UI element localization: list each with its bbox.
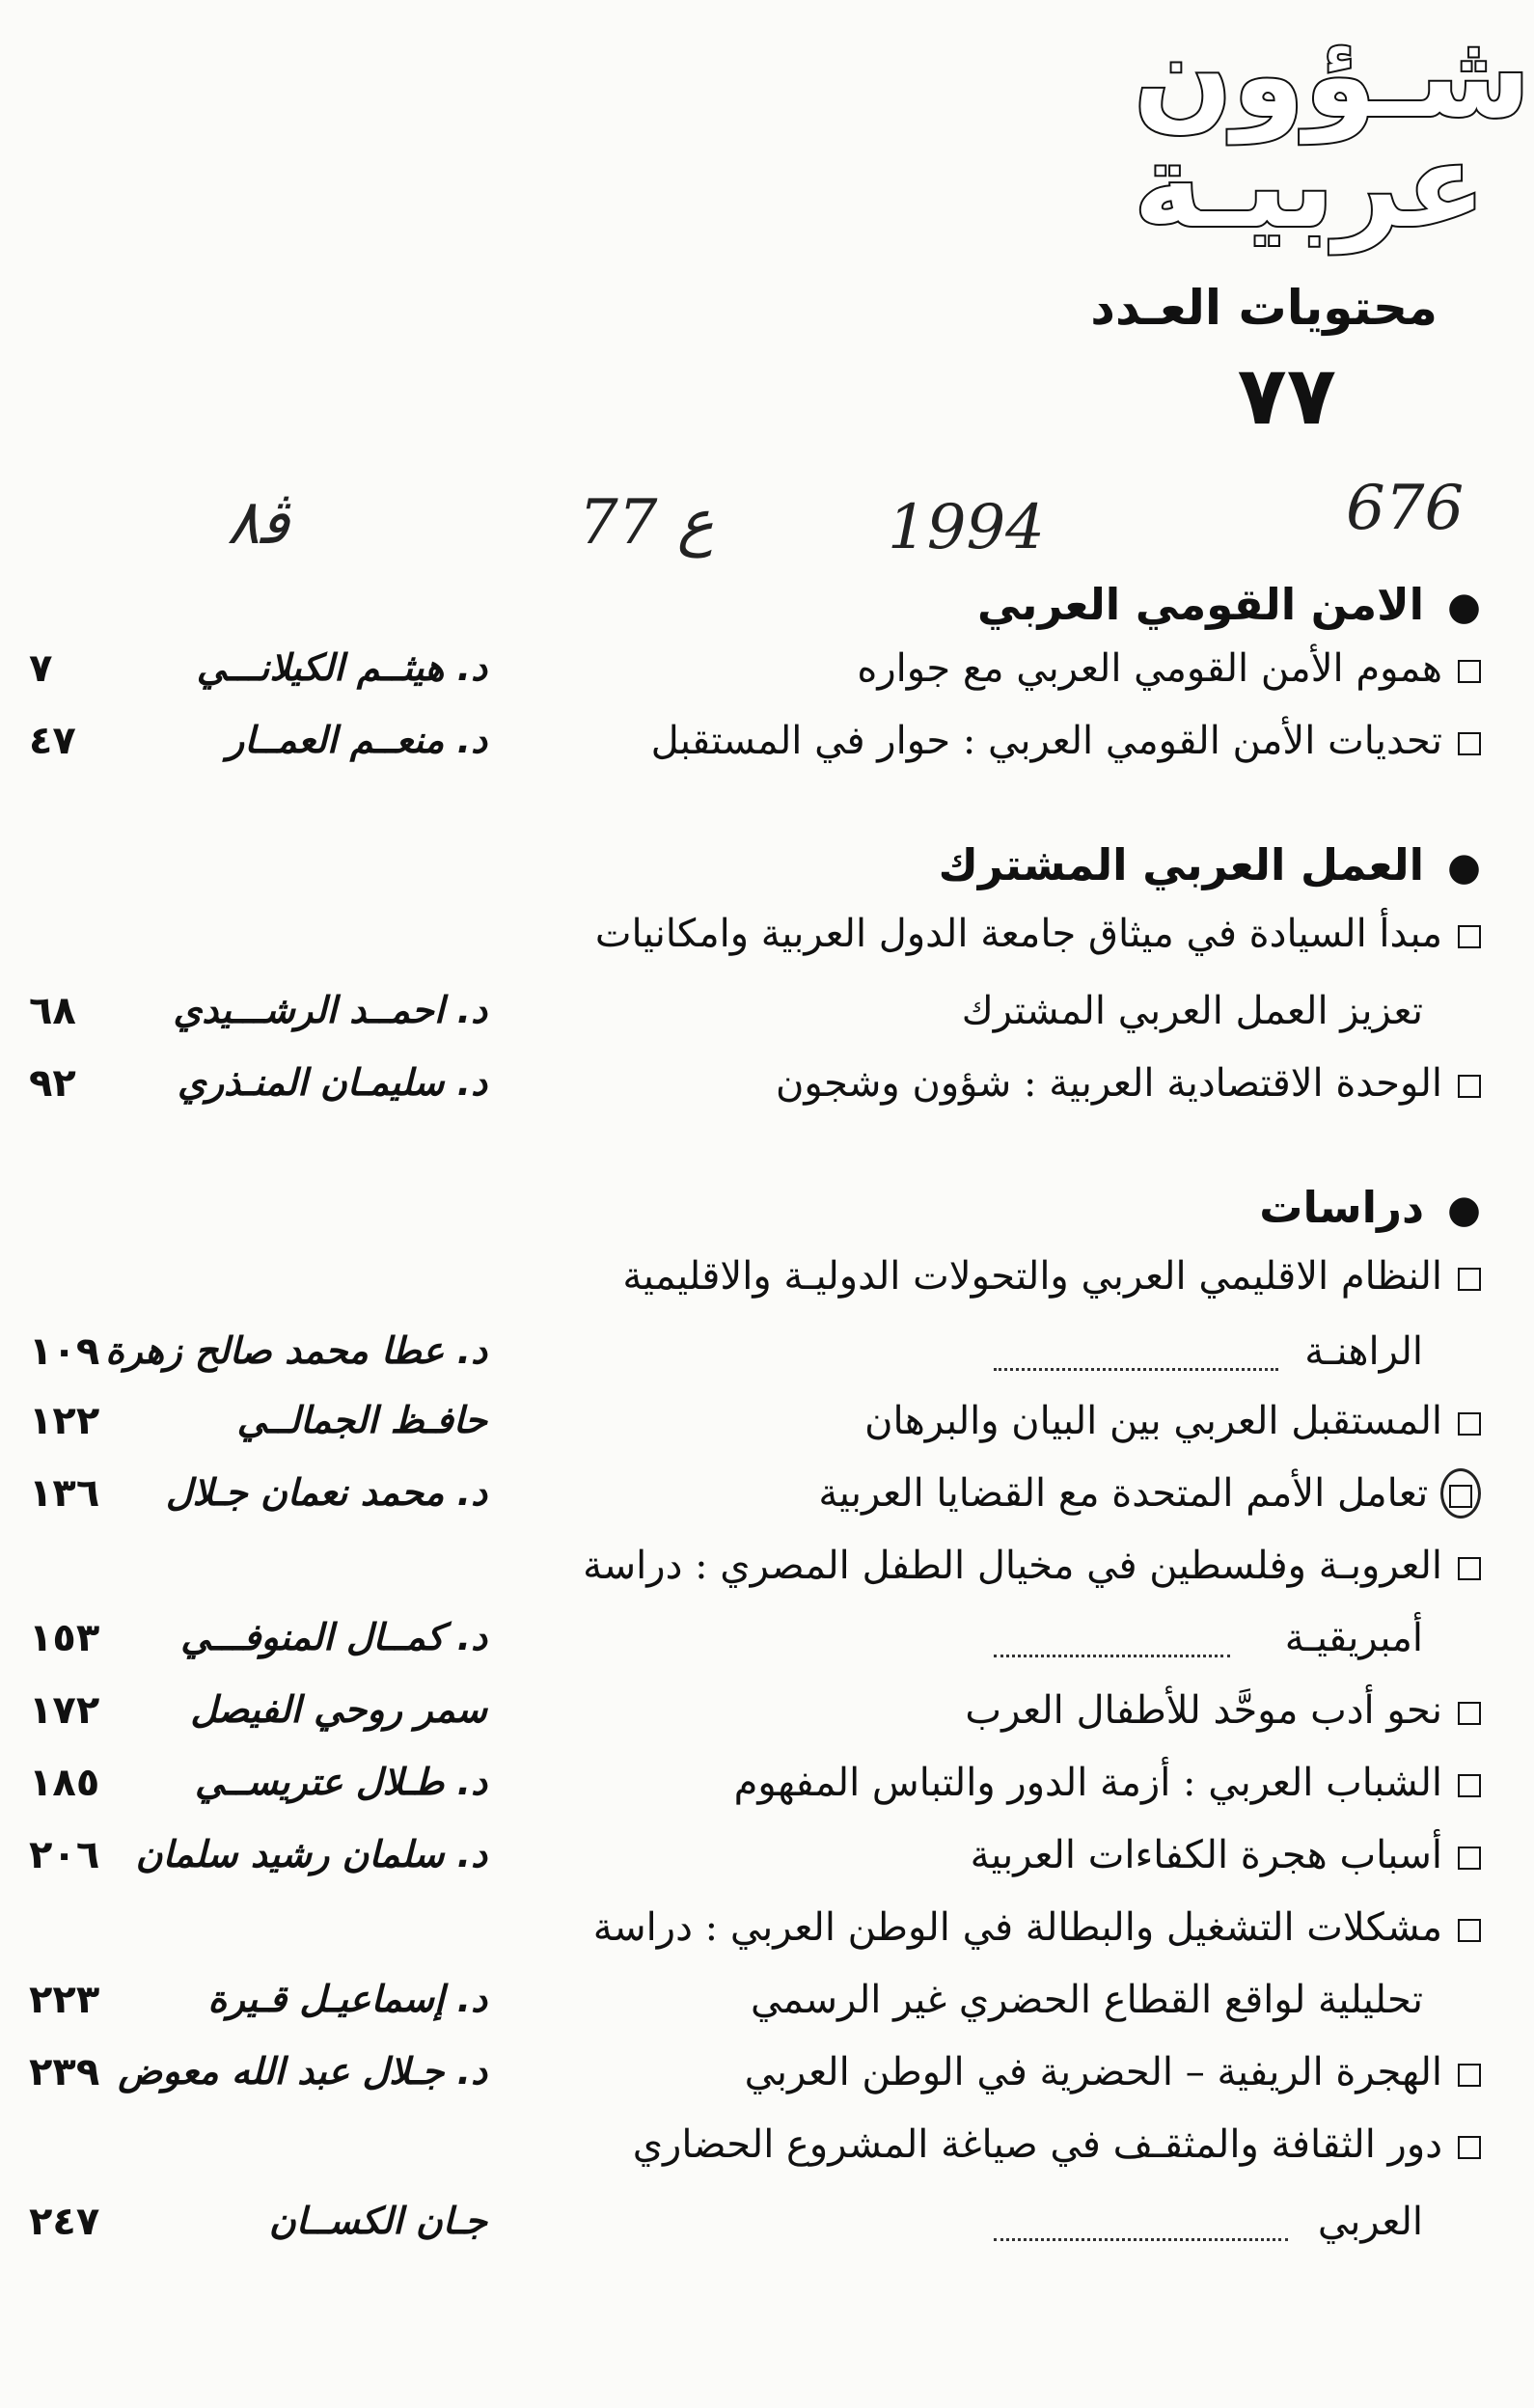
entry-title: نحو أدب موحَّد للأطفال العرب bbox=[965, 1688, 1442, 1733]
entry-page: ١٧٢ bbox=[29, 1688, 100, 1733]
entry-title: دور الثقافة والمثقـف في صياغة المشروع الحضاري bbox=[632, 2122, 1442, 2167]
entry-title: تعامل الأمم المتحدة مع القضايا العربية bbox=[818, 1471, 1429, 1516]
entry-author: د. هيثــم الكيلانـــي bbox=[196, 646, 487, 689]
bullet-icon: ● bbox=[1447, 585, 1481, 629]
leader-dots bbox=[994, 1655, 1230, 1657]
toc-entry bbox=[29, 1399, 1481, 1470]
handwritten-note-year: 1994 bbox=[888, 492, 1045, 563]
entry-title: الهجرة الريفية – الحضرية في الوطن العربي bbox=[744, 2050, 1442, 2094]
checkbox-icon bbox=[1458, 732, 1481, 755]
toc-entry-continued bbox=[29, 1616, 1481, 1687]
entry-title-continued: الراهنـة bbox=[1304, 1329, 1423, 1374]
entry-author: د. محمد نعمان جـلال bbox=[165, 1471, 487, 1514]
toc-entry-continued bbox=[29, 2200, 1481, 2271]
entry-title: الوحدة الاقتصادية العربية : شؤون وشجون bbox=[776, 1061, 1442, 1106]
entry-title-continued: تحليلية لواقع القطاع الحضري غير الرسمي bbox=[751, 1978, 1423, 2022]
entry-author: د. احمــد الرشـــيدي bbox=[173, 989, 487, 1031]
entry-page: ١٣٦ bbox=[29, 1471, 100, 1516]
entry-author: سمر روحي الفيصل bbox=[190, 1688, 487, 1731]
entry-page: ١٠٩ bbox=[29, 1329, 100, 1374]
checkbox-icon bbox=[1449, 1485, 1472, 1508]
entry-title: مشكلات التشغيل والبطالة في الوطن العربي : دراسة bbox=[592, 1905, 1442, 1950]
entry-title: الشباب العربي : أزمة الدور والتباس المفهوم bbox=[733, 1761, 1442, 1805]
entry-title-continued: العربي bbox=[1317, 2200, 1423, 2244]
contents-heading: محتويات العـدد bbox=[1090, 280, 1438, 336]
issue-number: ٧٧ bbox=[1237, 348, 1336, 443]
section-title-studies: ●دراسات bbox=[1259, 1182, 1481, 1233]
entry-title: تحديات الأمن القومي العربي : حوار في المستقبل bbox=[650, 719, 1442, 763]
masthead-logo bbox=[1134, 10, 1531, 254]
toc-entry bbox=[29, 2122, 1481, 2194]
section-title-national-security: ●الامن القومي العربي bbox=[977, 579, 1481, 630]
entry-author: د. عطا محمد صالح زهرة bbox=[105, 1329, 487, 1372]
entry-page: ٤٧ bbox=[29, 719, 76, 763]
toc-entry bbox=[29, 1254, 1481, 1326]
handwritten-note-middle: 77 ع bbox=[579, 487, 714, 559]
logo-line-1: شـؤون bbox=[1134, 10, 1531, 144]
checkbox-icon bbox=[1458, 1702, 1481, 1725]
entry-title: العروبـة وفلسطين في مخيال الطفل المصري : دراسة bbox=[583, 1544, 1442, 1588]
entry-page: ٢٣٩ bbox=[29, 2050, 100, 2094]
entry-title-continued: تعزيز العمل العربي المشترك bbox=[961, 989, 1423, 1033]
checkbox-icon bbox=[1458, 925, 1481, 948]
logo-line-2: عربيـة bbox=[1134, 120, 1486, 254]
checkbox-icon bbox=[1458, 660, 1481, 683]
handwritten-note-left: ﭬ٨ bbox=[227, 487, 289, 559]
checkbox-icon bbox=[1458, 1774, 1481, 1797]
toc-entry bbox=[29, 1688, 1481, 1760]
checkbox-icon bbox=[1458, 1268, 1481, 1291]
checkbox-icon bbox=[1458, 2064, 1481, 2087]
toc-entry bbox=[29, 1905, 1481, 1977]
toc-entry bbox=[29, 719, 1481, 790]
toc-entry-continued bbox=[29, 1978, 1481, 2049]
entry-author: حافـظ الجمالــي bbox=[236, 1399, 487, 1441]
entry-title-continued: أمبريقيـة bbox=[1284, 1616, 1423, 1660]
entry-title: أسباب هجرة الكفاءات العربية bbox=[970, 1833, 1442, 1877]
entry-page: ١٨٥ bbox=[29, 1761, 100, 1805]
entry-author: د. جـلال عبد الله معوض bbox=[118, 2050, 487, 2093]
bullet-icon: ● bbox=[1447, 1188, 1481, 1232]
checkbox-icon bbox=[1458, 1847, 1481, 1870]
hand-circle-mark bbox=[1440, 1468, 1481, 1519]
toc-entry bbox=[29, 2050, 1481, 2121]
entry-page: ٢٢٣ bbox=[29, 1978, 100, 2022]
checkbox-icon bbox=[1458, 1412, 1481, 1436]
toc-entry bbox=[29, 1471, 1481, 1543]
entry-author: جـان الكســان bbox=[268, 2200, 487, 2242]
entry-title: مبدأ السيادة في ميثاق جامعة الدول العربية وامكانيات bbox=[594, 912, 1442, 956]
checkbox-icon bbox=[1458, 1075, 1481, 1098]
toc-entry bbox=[29, 646, 1481, 718]
entry-page: ٢٠٦ bbox=[29, 1833, 100, 1877]
entry-author: د. كمــال المنوفـــي bbox=[180, 1616, 487, 1658]
bullet-icon: ● bbox=[1447, 845, 1481, 889]
leader-dots bbox=[994, 2238, 1288, 2241]
entry-page: ١٥٣ bbox=[29, 1616, 100, 1660]
entry-author: د. طـلال عتريســي bbox=[195, 1761, 487, 1803]
entry-title: المستقبل العربي بين البيان والبرهان bbox=[864, 1399, 1442, 1443]
entry-author: د. سليمـان المنـذري bbox=[177, 1061, 487, 1104]
toc-entry bbox=[29, 1544, 1481, 1615]
toc-entry bbox=[29, 1833, 1481, 1904]
toc-entry-continued bbox=[29, 989, 1481, 1060]
section-title-joint-action: ●العمل العربي المشترك bbox=[938, 839, 1481, 890]
entry-page: ٧ bbox=[29, 646, 53, 691]
entry-page: ٩٢ bbox=[29, 1061, 76, 1106]
checkbox-icon bbox=[1458, 2136, 1481, 2159]
entry-page: ١٢٢ bbox=[29, 1399, 100, 1443]
toc-entry bbox=[29, 1061, 1481, 1133]
checkbox-icon bbox=[1458, 1557, 1481, 1580]
toc-entry bbox=[29, 1761, 1481, 1832]
entry-author: د. إسماعيـل قـيرة bbox=[207, 1978, 487, 2020]
entry-title: النظام الاقليمي العربي والتحولات الدوليـة والاقليمية bbox=[622, 1254, 1442, 1299]
entry-author: د. سلمان رشيد سلمان bbox=[135, 1833, 487, 1875]
toc-entry bbox=[29, 912, 1481, 983]
entry-page: ٦٨ bbox=[29, 989, 76, 1033]
entry-title: هموم الأمن القومي العربي مع جواره bbox=[857, 646, 1442, 691]
handwritten-note-code: 676 bbox=[1346, 473, 1465, 544]
entry-author: د. منعــم العمــار bbox=[226, 719, 487, 761]
toc-entry-continued bbox=[29, 1329, 1481, 1401]
checkbox-icon bbox=[1458, 1919, 1481, 1942]
entry-page: ٢٤٧ bbox=[29, 2200, 100, 2244]
leader-dots bbox=[994, 1368, 1278, 1371]
